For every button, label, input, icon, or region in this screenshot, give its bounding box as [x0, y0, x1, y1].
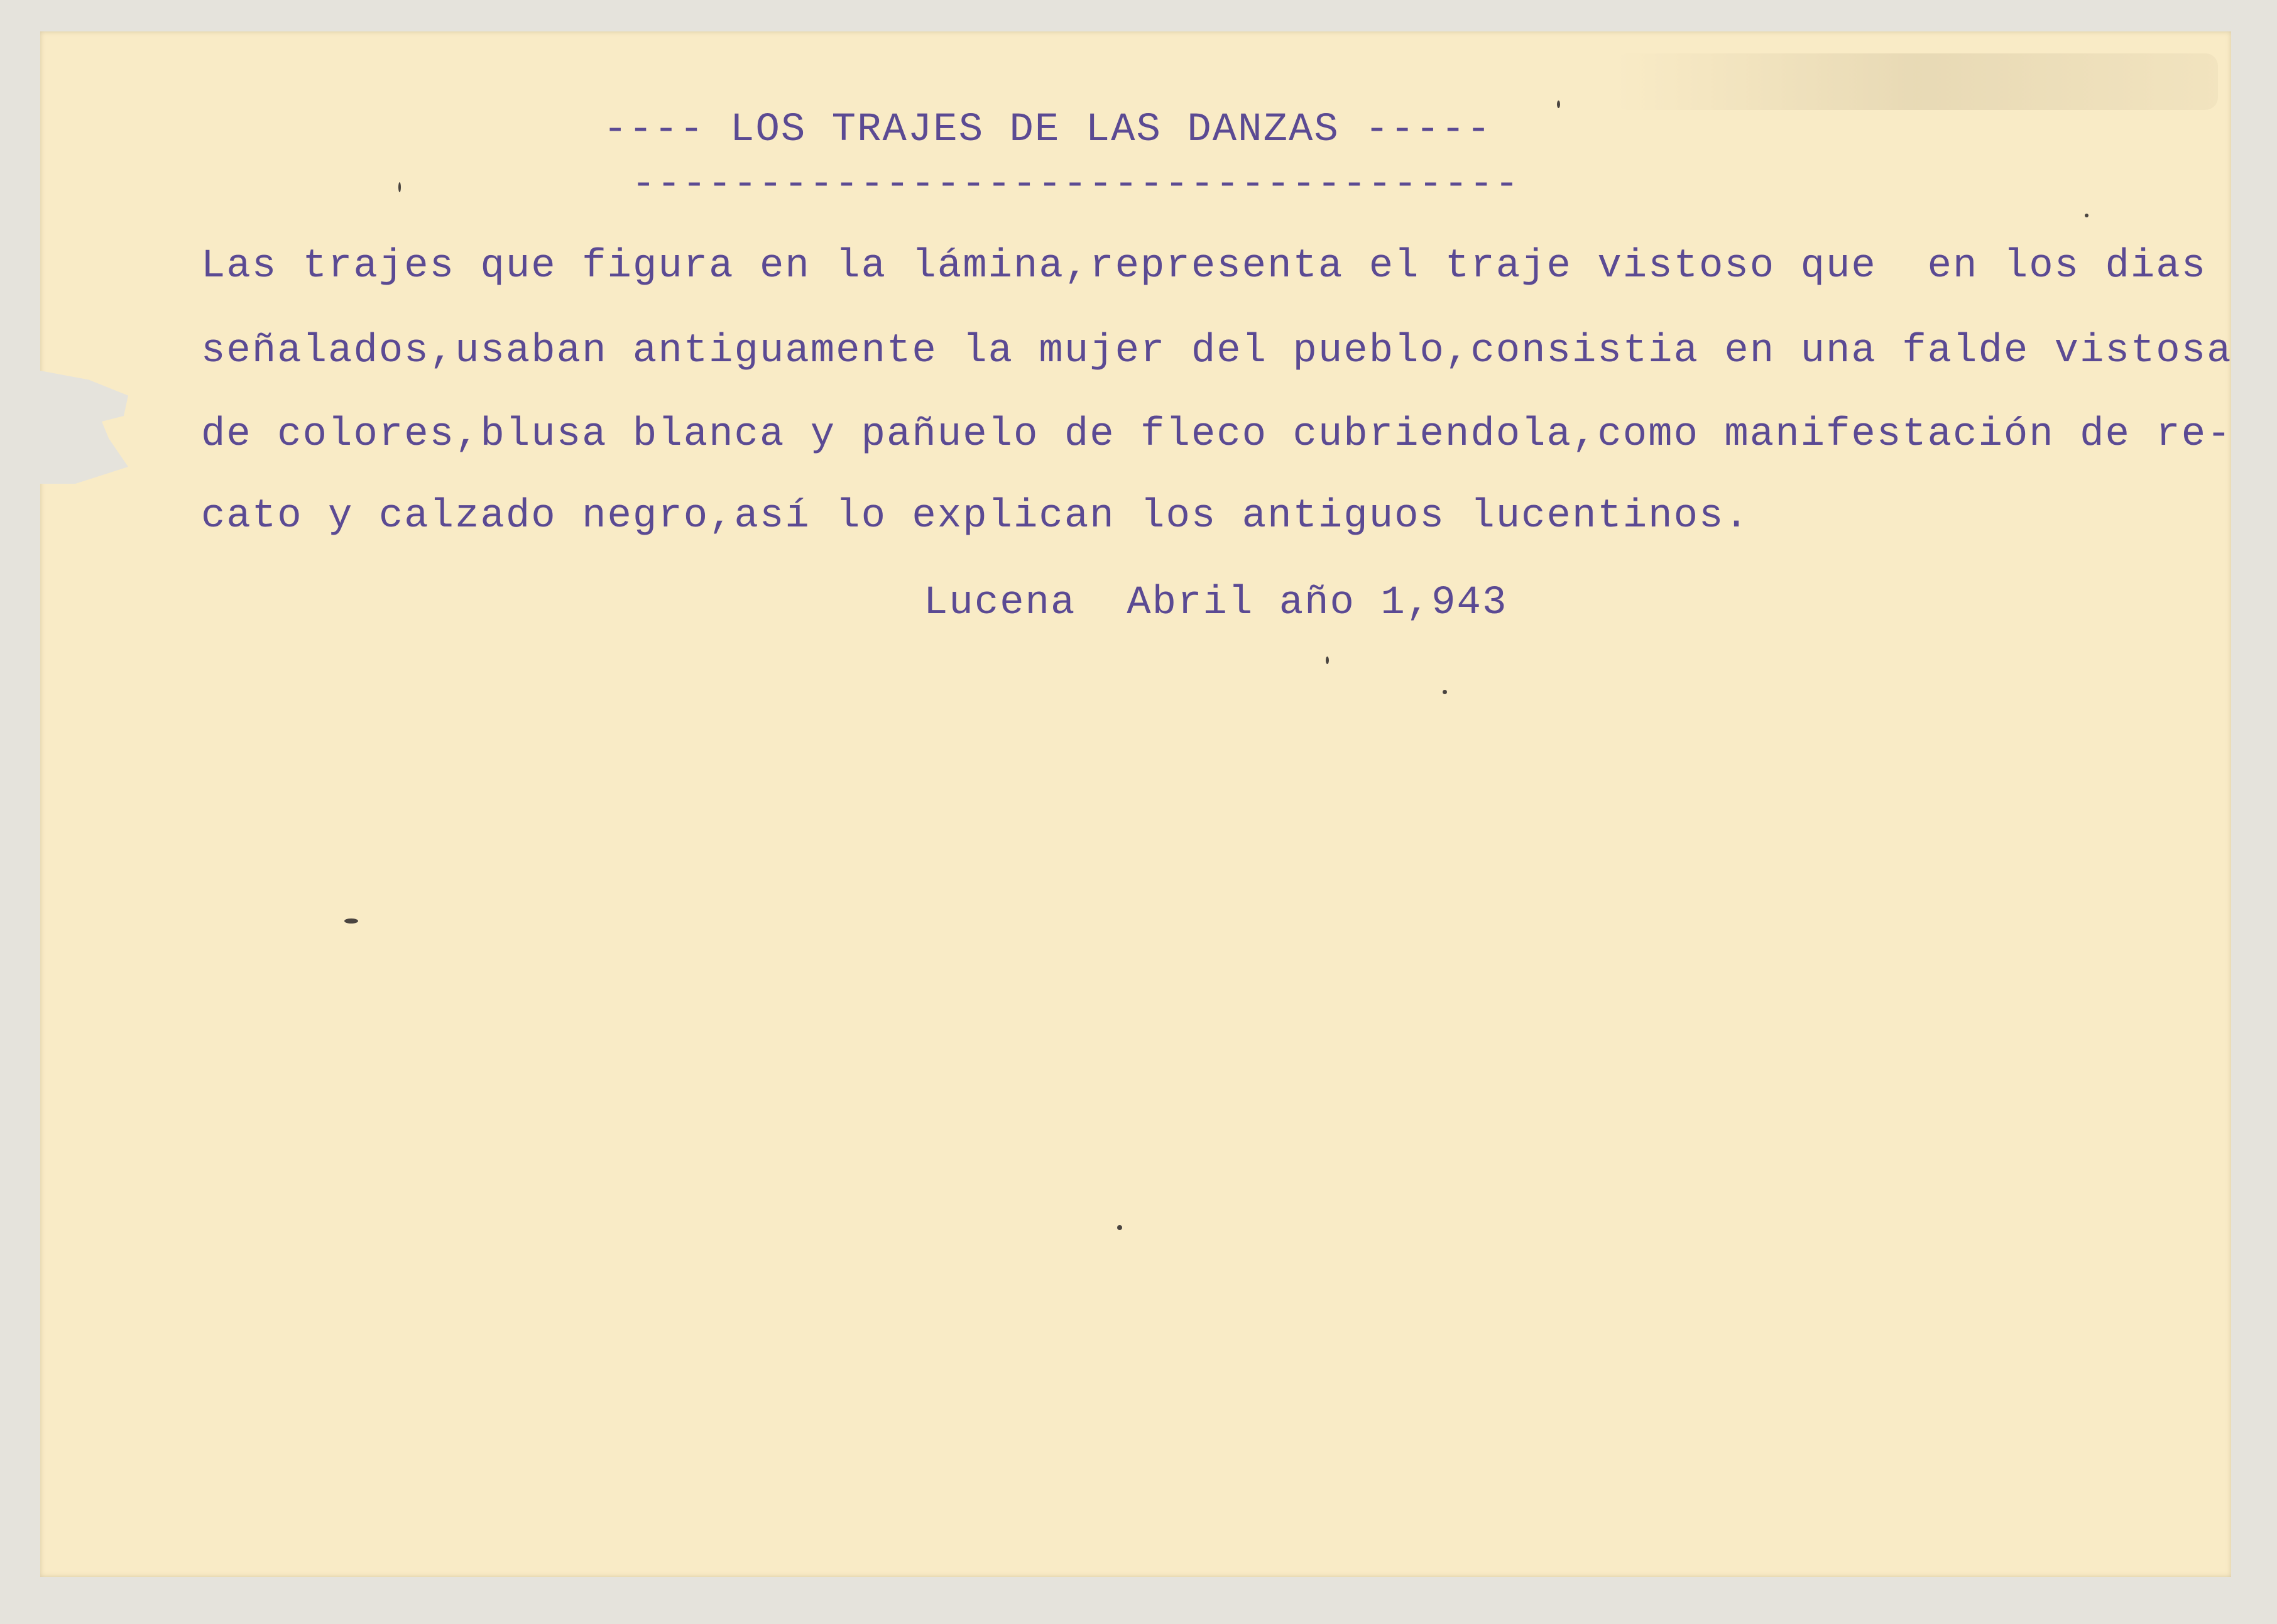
body-line-4: cato y calzado negro,así lo explican los antiguos lucentinos. — [201, 494, 1750, 539]
body-line-2: señalados,usaban antiguamente la mujer del pueblo,consistia en una falde vistosa — [201, 329, 2232, 374]
place-date-signoff: Lucena Abril año 1,943 — [924, 580, 1508, 626]
document-title: ---- LOS TRAJES DE LAS DANZAS ----- — [603, 107, 1492, 153]
paper-speck — [2085, 214, 2089, 217]
paper-speck — [344, 918, 358, 924]
paper-speck — [1326, 657, 1329, 664]
paper-speck — [1117, 1225, 1122, 1230]
paper-speck — [1557, 101, 1560, 108]
title-underline: ----------------------------------- — [631, 162, 1521, 207]
body-line-3: de colores,blusa blanca y pañuelo de fleco cubriendola,como manifestación de re- — [201, 412, 2232, 457]
paper-speck — [1443, 690, 1447, 694]
paper-speck — [398, 182, 401, 192]
body-line-1: Las trajes que figura en la lámina,representa el traje vistoso que en los dias — [201, 244, 2207, 289]
show-through-stain — [1615, 53, 2218, 110]
